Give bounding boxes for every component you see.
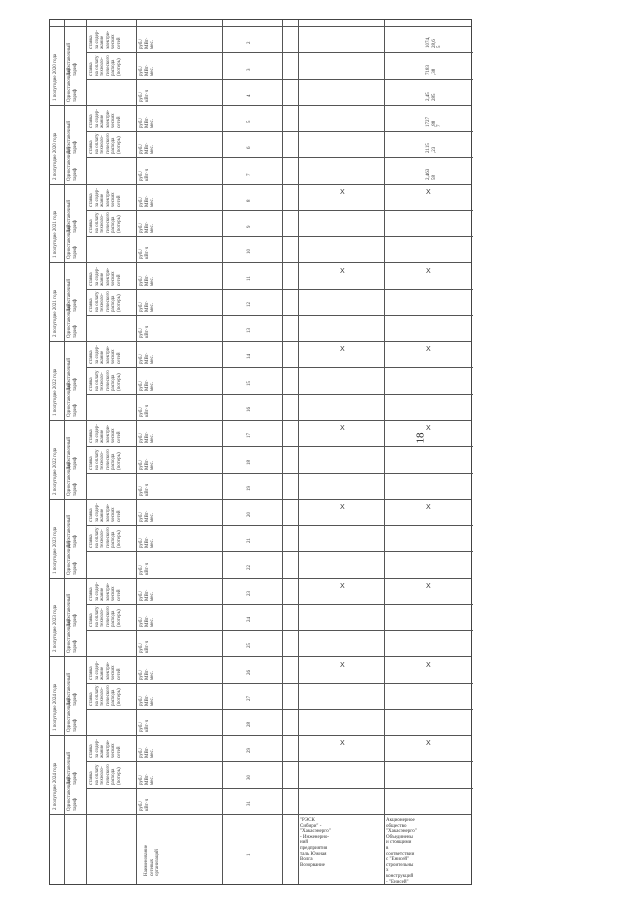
column-boundary <box>86 394 473 395</box>
rate-losses-header: ставка на оплату техноло- гического расхода (потерь) <box>89 369 122 391</box>
unit-mw-label: руб./ МВт· мес. <box>139 510 156 523</box>
period-header: 2 полугодие 2022 года <box>53 447 58 495</box>
column-boundary <box>86 683 473 684</box>
unit-mw-label: руб./ МВт· мес. <box>139 694 156 706</box>
one-part-tariff-header: Одноставочный тариф <box>67 383 78 417</box>
header-band-line-5 <box>298 20 299 884</box>
unit-mw-label: руб./ МВт· мес. <box>139 668 156 680</box>
period-header: 2 полугодие 2023 года <box>53 605 58 653</box>
column-number: 10 <box>247 249 252 255</box>
rate-maintenance-header: ставка за содер- жание электри- ческих сетей <box>89 30 122 50</box>
unit-mw-label: руб./ МВт· мес. <box>139 379 156 391</box>
column-boundary <box>86 157 473 158</box>
column-number: 12 <box>247 301 252 307</box>
column-boundary <box>86 367 473 368</box>
period-header: 1 полугодие 2021 года <box>53 211 58 259</box>
x-mark: X <box>426 267 431 275</box>
column-boundary <box>86 131 473 132</box>
unit-kwh-label: руб./ кВт·ч <box>139 404 150 417</box>
column-boundary <box>86 52 473 53</box>
unit-mw-label: руб./ МВт· мес. <box>139 589 156 601</box>
tariff-value: 2115 ,23 <box>426 143 437 154</box>
column-boundary <box>86 525 473 526</box>
rate-losses-header: ставка на оплату техноло- гического расхода (потерь) <box>89 448 122 470</box>
rate-losses-header: ставка на оплату техноло- гического расхода (потерь) <box>89 527 122 549</box>
two-part-tariff-header: Двухставочный тариф <box>67 278 78 312</box>
x-mark: X <box>426 188 431 196</box>
two-part-tariff-header: Двухставочный тариф <box>67 672 78 706</box>
rate-maintenance-header: ставка за содер- жание электри- ческих сетей <box>89 109 122 129</box>
header-band-line-1 <box>86 20 87 884</box>
one-part-tariff-header: Одноставочный тариф <box>67 698 78 733</box>
column-boundary <box>86 761 473 762</box>
column-boundary <box>86 630 473 631</box>
unit-kwh-label: руб./ кВт·ч <box>139 89 150 102</box>
x-mark: X <box>426 740 431 748</box>
column-boundary <box>86 788 473 789</box>
x-mark: X <box>426 425 431 433</box>
rate-maintenance-header: ставка за содер- жание электри- ческих сетей <box>89 345 122 365</box>
unit-kwh-label: руб./ кВт·ч <box>139 326 150 339</box>
column-boundary <box>50 184 471 185</box>
header-band-line-3 <box>222 20 223 884</box>
x-mark: X <box>426 346 431 354</box>
column-boundary <box>50 420 471 421</box>
period-header: 2 полугодие 2020 года <box>53 132 58 180</box>
period-header: 1 полугодие 2020 года <box>53 53 58 101</box>
tariff-value: 7183 ,38 <box>426 64 437 75</box>
unit-mw-label: руб./ МВт· мес. <box>139 274 156 286</box>
column-number: 17 <box>247 433 252 439</box>
period-header: 2 полугодие 2021 года <box>53 290 58 338</box>
x-mark: X <box>340 740 345 748</box>
rate-losses-header: ставка на оплату техноло- гического расхода (потерь) <box>89 606 122 628</box>
unit-mw-label: руб./ МВт· мес. <box>139 116 156 129</box>
column-boundary <box>86 210 473 211</box>
column-number: 19 <box>247 485 252 491</box>
column-number: 27 <box>247 695 252 701</box>
unit-mw-label: руб./ МВт· мес. <box>139 352 156 365</box>
column-boundary <box>86 473 473 474</box>
column-number: 16 <box>247 407 252 412</box>
two-part-tariff-header: Двухставочный тариф <box>67 121 78 155</box>
rate-losses-header: ставка на оплату техноло- гического расхода (потерь) <box>89 685 122 706</box>
page-number: 18 <box>414 432 427 444</box>
column-number: 15 <box>247 380 252 386</box>
column-boundary <box>50 105 471 106</box>
unit-mw-label: руб./ МВт· мес. <box>139 63 156 76</box>
unit-mw-label: руб./ МВт· мес. <box>139 615 156 628</box>
column-boundary <box>50 656 471 657</box>
column-number: 22 <box>247 564 252 570</box>
unit-mw-label: руб./ МВт· мес. <box>139 773 156 785</box>
rate-maintenance-header: ставка за содер- жание электри- ческих сетей <box>89 739 122 759</box>
two-part-tariff-header: Двухставочный тариф <box>67 594 78 628</box>
two-part-tariff-header: Двухставочный тариф <box>67 200 78 234</box>
column-number: 23 <box>247 590 252 596</box>
period-header: 1 полугодие 2023 года <box>53 526 58 574</box>
rate-losses-header: ставка на оплату техноло- гического расхода (потерь) <box>89 133 122 155</box>
column-boundary <box>50 341 471 342</box>
column-number: 4 <box>247 94 252 97</box>
unit-kwh-label: руб./ кВт·ч <box>139 168 150 181</box>
x-mark: X <box>426 503 431 511</box>
column-number: 6 <box>247 146 252 150</box>
column-number: 25 <box>247 643 252 649</box>
rate-maintenance-header: ставка за содер- жание электри- ческих сетей <box>89 503 122 523</box>
header-band-line-0 <box>64 20 65 884</box>
column-number: 28 <box>247 722 252 728</box>
rate-maintenance-header: ставка за содер- жание электри- ческих сетей <box>89 424 122 444</box>
column-number: 13 <box>247 328 252 334</box>
column-number: 21 <box>247 538 252 544</box>
rate-losses-header: ставка на оплату техноло- гического расхода (потерь) <box>89 54 122 76</box>
one-part-tariff-header: Одноставочный тариф <box>67 619 78 654</box>
rate-maintenance-header: ставка за содер- жание электри- ческих сетей <box>89 266 122 286</box>
x-mark: X <box>340 425 345 433</box>
two-part-tariff-header: Двухставочный тариф <box>67 42 78 76</box>
two-part-tariff-header: Двухставочный тариф <box>67 436 78 470</box>
column-boundary <box>50 499 471 500</box>
one-part-tariff-header: Одноставочный тариф <box>67 67 78 102</box>
column-boundary <box>86 315 473 316</box>
x-mark: X <box>426 582 431 590</box>
column-number: 11 <box>247 275 252 281</box>
x-mark: X <box>340 582 345 590</box>
column-boundary <box>86 79 473 80</box>
column-number: 2 <box>247 41 252 45</box>
column-boundary <box>86 446 473 447</box>
unit-mw-label: руб./ МВт· мес. <box>139 221 156 234</box>
column-number: 1 <box>247 853 252 856</box>
unit-kwh-label: руб./ кВт·ч <box>139 798 150 811</box>
column-number: 26 <box>247 669 252 675</box>
column-boundary <box>86 236 473 237</box>
x-mark: X <box>340 188 345 196</box>
column-number: 24 <box>247 617 252 623</box>
column-number: 31 <box>247 801 252 806</box>
one-part-tariff-header: Одноставочный тариф <box>67 304 78 339</box>
unit-kwh-label: руб./ кВт·ч <box>139 247 150 260</box>
unit-mw-label: руб./ МВт· мес. <box>139 195 156 207</box>
tariff-table <box>49 19 472 885</box>
one-part-tariff-header: Одноставочный тариф <box>67 777 78 811</box>
column-number: 30 <box>247 774 252 780</box>
column-number: 20 <box>247 512 252 518</box>
column-boundary <box>86 604 473 605</box>
x-mark: X <box>340 267 345 275</box>
column-boundary <box>50 735 471 736</box>
column-number: 7 <box>247 173 252 176</box>
unit-kwh-label: руб./ кВт·ч <box>139 483 150 496</box>
name-column-header: Наименование сетевых организаций <box>144 844 161 876</box>
unit-mw-label: руб./ МВт· мес. <box>139 37 156 50</box>
x-mark: X <box>340 503 345 511</box>
period-header: 1 полугодие 2024 года <box>53 684 58 732</box>
rate-maintenance-header: ставка за содер- жание электри- ческих сетей <box>89 660 122 680</box>
two-part-tariff-header: Двухставочный тариф <box>67 515 78 549</box>
one-part-tariff-header: Одноставочный тариф <box>67 146 78 181</box>
rate-losses-header: ставка на оплату техноло- гического расхода (потерь) <box>89 763 122 785</box>
unit-mw-label: руб./ МВт· мес. <box>139 142 156 155</box>
column-boundary <box>50 578 471 579</box>
rate-losses-header: ставка на оплату техноло- гического расхода (потерь) <box>89 291 122 312</box>
row-separator-0 <box>384 20 385 884</box>
header-band-line-2 <box>136 20 137 884</box>
unit-mw-label: руб./ МВт· мес. <box>139 746 156 759</box>
header-band-line-4 <box>282 20 283 884</box>
name-column-boundary <box>50 814 471 815</box>
unit-kwh-label: руб./ кВт·ч <box>139 641 150 654</box>
rate-maintenance-header: ставка за содер- жание электри- ческих сетей <box>89 187 122 207</box>
unit-kwh-label: руб./ кВт·ч <box>139 562 150 575</box>
one-part-tariff-header: Одноставочный тариф <box>67 225 78 260</box>
tariff-value: 1727 ,88 7 <box>426 117 443 128</box>
unit-mw-label: руб./ МВт· мес. <box>139 431 156 444</box>
x-mark: X <box>340 346 345 354</box>
one-part-tariff-header: Одноставочный тариф <box>67 461 78 496</box>
column-number: 3 <box>247 68 252 71</box>
organization-name: "РЭСК Сибири" - "Хакасэнерго" - Инженерно- ний предприятия таль Южная Волга Возорвание <box>300 818 331 868</box>
unit-mw-label: руб./ МВт· мес. <box>139 300 156 312</box>
column-boundary <box>50 26 471 27</box>
x-mark: X <box>426 661 431 669</box>
rate-losses-header: ставка на оплату техноло- гического расхода (потерь) <box>89 212 122 234</box>
column-number: 9 <box>247 225 252 229</box>
column-number: 5 <box>247 120 252 124</box>
column-boundary <box>86 709 473 710</box>
period-header: 2 полугодие 2024 года <box>53 762 58 810</box>
two-part-tariff-header: Двухставочный тариф <box>67 357 78 391</box>
two-part-tariff-header: Двухставочный тариф <box>67 751 78 785</box>
rate-maintenance-header: ставка за содер- жание электри- ческих сетей <box>89 581 122 601</box>
one-part-tariff-header: Одноставочный тариф <box>67 540 78 575</box>
unit-kwh-label: руб./ кВт·ч <box>139 720 150 733</box>
unit-mw-label: руб./ МВт· мес. <box>139 457 156 470</box>
period-header: 1 полугодие 2022 года <box>53 368 58 416</box>
column-number: 8 <box>247 199 252 202</box>
tariff-value: 2,463 58 <box>426 168 437 180</box>
tariff-value: 2,45 285 <box>426 92 437 101</box>
organization-name: Акционерное общество "Хакасэнерго" Объединены и стоящими в соответствии с "Енисей" строительны х конструкций - "Енисей" <box>386 818 417 885</box>
column-boundary <box>50 262 471 263</box>
column-number: 18 <box>247 459 252 465</box>
tariff-value: 1074, 28,6 5 <box>426 37 443 49</box>
column-boundary <box>86 289 473 290</box>
unit-mw-label: руб./ МВт· мес. <box>139 536 156 549</box>
x-mark: X <box>340 661 345 669</box>
column-number: 29 <box>247 748 252 754</box>
column-number: 14 <box>247 354 252 360</box>
column-boundary <box>86 551 473 552</box>
